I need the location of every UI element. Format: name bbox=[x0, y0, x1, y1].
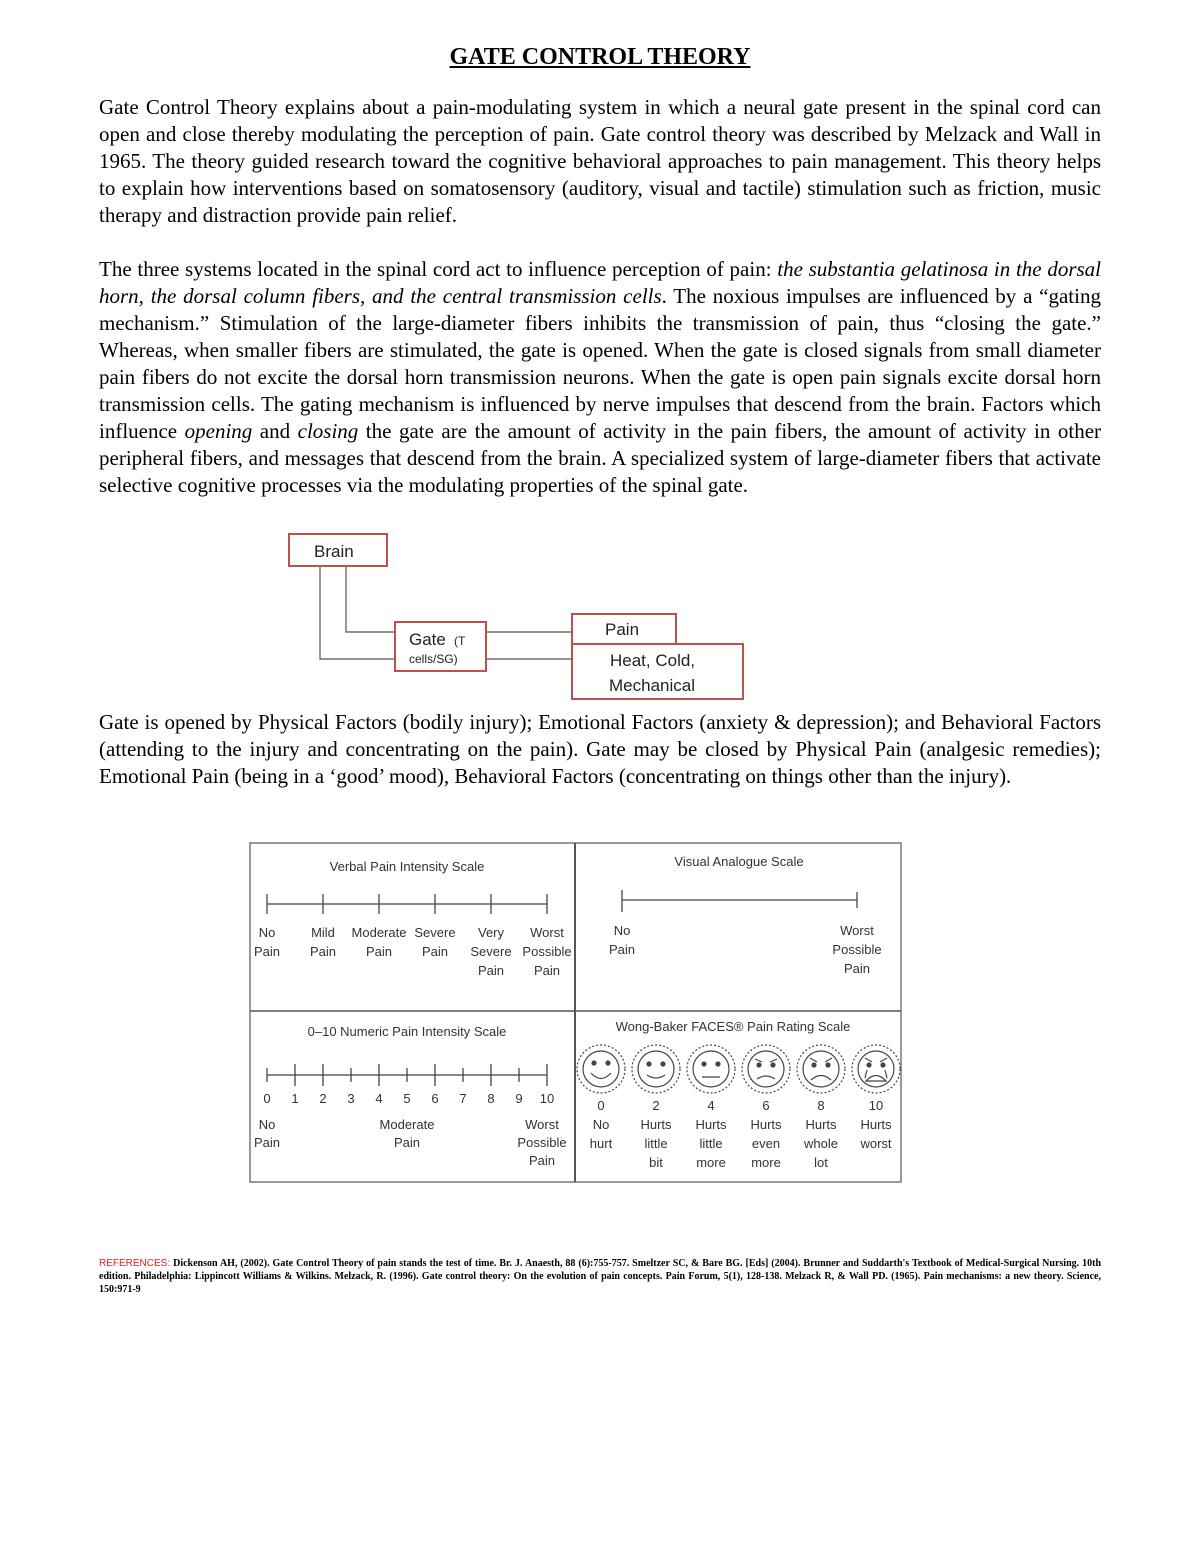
verbal-label-3-l2: Pain bbox=[421, 944, 449, 959]
numeric-number-1: 1 bbox=[291, 1091, 299, 1106]
gate-small-label-1: (T bbox=[454, 634, 466, 648]
visual-left-l1: No bbox=[613, 923, 631, 938]
face-6-icon bbox=[742, 1045, 790, 1093]
numeric-number-3: 3 bbox=[347, 1091, 355, 1106]
faces-label-4-l2: whole bbox=[804, 1136, 838, 1151]
visual-right-l1: Worst bbox=[840, 923, 874, 938]
systems-paragraph bbox=[99, 256, 1101, 499]
faces-number-2: 2 bbox=[652, 1098, 660, 1113]
numeric-scale-title: 0–10 Numeric Pain Intensity Scale bbox=[307, 1024, 507, 1039]
verbal-label-4-l1: Very bbox=[477, 925, 505, 940]
verbal-label-4-l3: Pain bbox=[477, 963, 505, 978]
visual-right-l3: Pain bbox=[843, 961, 871, 976]
gate-factors-paragraph: Gate is opened by Physical Factors (bodily injury); Emotional Factors (anxiety & depression); and Behavioral Factors (attending to the injury and concentrating on the pain). Gate may be closed by Physical Pain (analgesic remedies); Emotional Pain (being in a ‘good’ mood), Behavioral Factors (concentrating on things other than the injury). bbox=[99, 710, 1101, 788]
gate-small-label-2: cells/SG) bbox=[409, 652, 458, 666]
faces-number-4: 4 bbox=[707, 1098, 715, 1113]
faces-label-1-l2: little bbox=[644, 1136, 668, 1151]
faces-label-3-l3: more bbox=[751, 1155, 781, 1170]
faces-number-10: 10 bbox=[868, 1098, 884, 1113]
numeric-right-l3: Pain bbox=[528, 1153, 556, 1168]
verbal-label-2-l1: Moderate bbox=[351, 925, 407, 940]
verbal-label-0-l2: Pain bbox=[253, 944, 281, 959]
numeric-number-4: 4 bbox=[375, 1091, 383, 1106]
numeric-left-l1: No bbox=[258, 1117, 276, 1132]
faces-label-0-l2: hurt bbox=[589, 1136, 613, 1151]
numeric-right-l1: Worst bbox=[525, 1117, 559, 1132]
verbal-label-1-l1: Mild bbox=[311, 925, 335, 940]
brain-label: Brain bbox=[314, 542, 354, 561]
systems-text-f: closing bbox=[297, 419, 359, 443]
gate-label: Gate bbox=[409, 630, 446, 649]
verbal-label-5-l2: Possible bbox=[522, 944, 572, 959]
numeric-number-2: 2 bbox=[319, 1091, 327, 1106]
pain-scales-figure bbox=[249, 842, 903, 1184]
numeric-number-9: 9 bbox=[515, 1091, 523, 1106]
faces-label-3-l1: Hurts bbox=[750, 1117, 782, 1132]
numeric-number-5: 5 bbox=[403, 1091, 411, 1106]
numeric-mid-l2: Pain bbox=[393, 1135, 421, 1150]
pain-label: Pain bbox=[605, 620, 640, 639]
verbal-label-5-l3: Pain bbox=[533, 963, 561, 978]
brain-to-stim-line bbox=[320, 566, 394, 659]
brain-to-gate-line bbox=[346, 566, 394, 632]
stimulus-label-2: Mechanical bbox=[609, 676, 695, 695]
references-label: REFERENCES: bbox=[99, 1258, 171, 1269]
faces-label-2-l1: Hurts bbox=[695, 1117, 727, 1132]
face-10-icon bbox=[852, 1045, 900, 1093]
visual-left-l2: Pain bbox=[608, 942, 636, 957]
faces-label-2-l2: little bbox=[699, 1136, 723, 1151]
numeric-number-6: 6 bbox=[431, 1091, 439, 1106]
face-4-icon bbox=[687, 1045, 735, 1093]
numeric-mid-l1: Moderate bbox=[379, 1117, 435, 1132]
faces-label-1-l1: Hurts bbox=[640, 1117, 672, 1132]
systems-text-c: . The noxious impulses are influenced by a “gating mechanism.” Stimulation of the large-diameter fibers inhibits the transmission of pain, thus “closing the gate.” Whereas, when smaller fibers are stimulated, the gate is opened. When the gate is closed signals from small diameter pain fibers do not excite the dorsal horn transmission neurons. When the gate is open pain signals excite dorsal horn transmission cells. The gating mechanism is influenced by nerve impulses that descend from the brain. Factors which influence bbox=[99, 284, 1101, 443]
verbal-label-0-l1: No bbox=[258, 925, 276, 940]
verbal-label-5-l1: Worst bbox=[530, 925, 564, 940]
systems-text-g: the gate are the amount of activity in the pain fibers, the amount of activity in other peripheral fibers, and messages that descend from the brain. A specialized system of large-diameter fibers that activate selective cognitive processes via the modulating properties of the spinal gate. bbox=[99, 419, 1102, 497]
faces-label-1-l3: bit bbox=[649, 1155, 663, 1170]
numeric-number-7: 7 bbox=[459, 1091, 467, 1106]
stimulus-label-1: Heat, Cold, bbox=[610, 651, 696, 670]
verbal-label-2-l2: Pain bbox=[365, 944, 393, 959]
numeric-right-l2: Possible bbox=[517, 1135, 567, 1150]
faces-label-5-l1: Hurts bbox=[860, 1117, 892, 1132]
faces-number-6: 6 bbox=[762, 1098, 770, 1113]
visual-scale-title: Visual Analogue Scale bbox=[674, 854, 804, 869]
verbal-label-1-l2: Pain bbox=[309, 944, 337, 959]
verbal-label-3-l1: Severe bbox=[414, 925, 456, 940]
numeric-number-8: 8 bbox=[487, 1091, 495, 1106]
gate-diagram bbox=[280, 528, 750, 704]
systems-text-d: opening bbox=[184, 419, 253, 443]
faces-label-3-l2: even bbox=[751, 1136, 781, 1151]
face-2-icon bbox=[632, 1045, 680, 1093]
numeric-number-0: 0 bbox=[263, 1091, 271, 1106]
verbal-label-4-l2: Severe bbox=[470, 944, 512, 959]
numeric-number-10: 10 bbox=[539, 1091, 555, 1106]
face-8-icon bbox=[797, 1045, 845, 1093]
intro-paragraph: Gate Control Theory explains about a pain-modulating system in which a neural gate present in the spinal cord can open and close thereby modulating the perception of pain. Gate control theory was described by Melzack and Wall in 1965. The theory guided research toward the cognitive behavioral approaches to pain management. This theory helps to explain how interventions based on somatosensory (auditory, visual and tactile) stimulation such as friction, music therapy and distraction provide pain relief. bbox=[99, 95, 1101, 227]
faces-label-5-l2: worst bbox=[860, 1136, 892, 1151]
verbal-scale-title: Verbal Pain Intensity Scale bbox=[329, 859, 485, 874]
faces-scale-title: Wong-Baker FACES® Pain Rating Scale bbox=[615, 1019, 851, 1034]
references-text: Dickenson AH, (2002). Gate Control Theory of pain stands the test of time. Br. J. Anaesth, 88 (6):755-757. Smeltzer SC, & Bare BG. [Eds] (2004). Brunner and Suddarth's Textbook of Medical-Surgical Nursing. 10th edition. Philadelphia: Lippincott Williams & Wilkins. Melzack, R. (1996). Gate control theory: On the evolution of pain concepts. Pain Forum, 5(1), 128-138. Melzack R, & Wall PD. (1965). Pain mechanisms: a new theory. Science, 150:971-9 bbox=[99, 1258, 1101, 1295]
faces-label-4-l1: Hurts bbox=[805, 1117, 837, 1132]
faces-label-4-l3: lot bbox=[814, 1155, 828, 1170]
face-0-icon bbox=[577, 1045, 625, 1093]
page-title: GATE CONTROL THEORY bbox=[449, 44, 751, 70]
visual-right-l2: Possible bbox=[832, 942, 882, 957]
faces-label-0-l1: No bbox=[592, 1117, 610, 1132]
numeric-left-l2: Pain bbox=[253, 1135, 281, 1150]
systems-text-b: the substantia gelatinosa in the dorsal horn, the dorsal column fibers, and the central transmission cells bbox=[99, 257, 1102, 308]
references bbox=[99, 1257, 1101, 1296]
systems-text-a: The three systems located in the spinal cord act to influence perception of pain: bbox=[99, 257, 778, 281]
systems-text-e: and bbox=[252, 419, 298, 443]
faces-number-8: 8 bbox=[817, 1098, 825, 1113]
faces-number-0: 0 bbox=[597, 1098, 605, 1113]
faces-label-2-l3: more bbox=[696, 1155, 726, 1170]
